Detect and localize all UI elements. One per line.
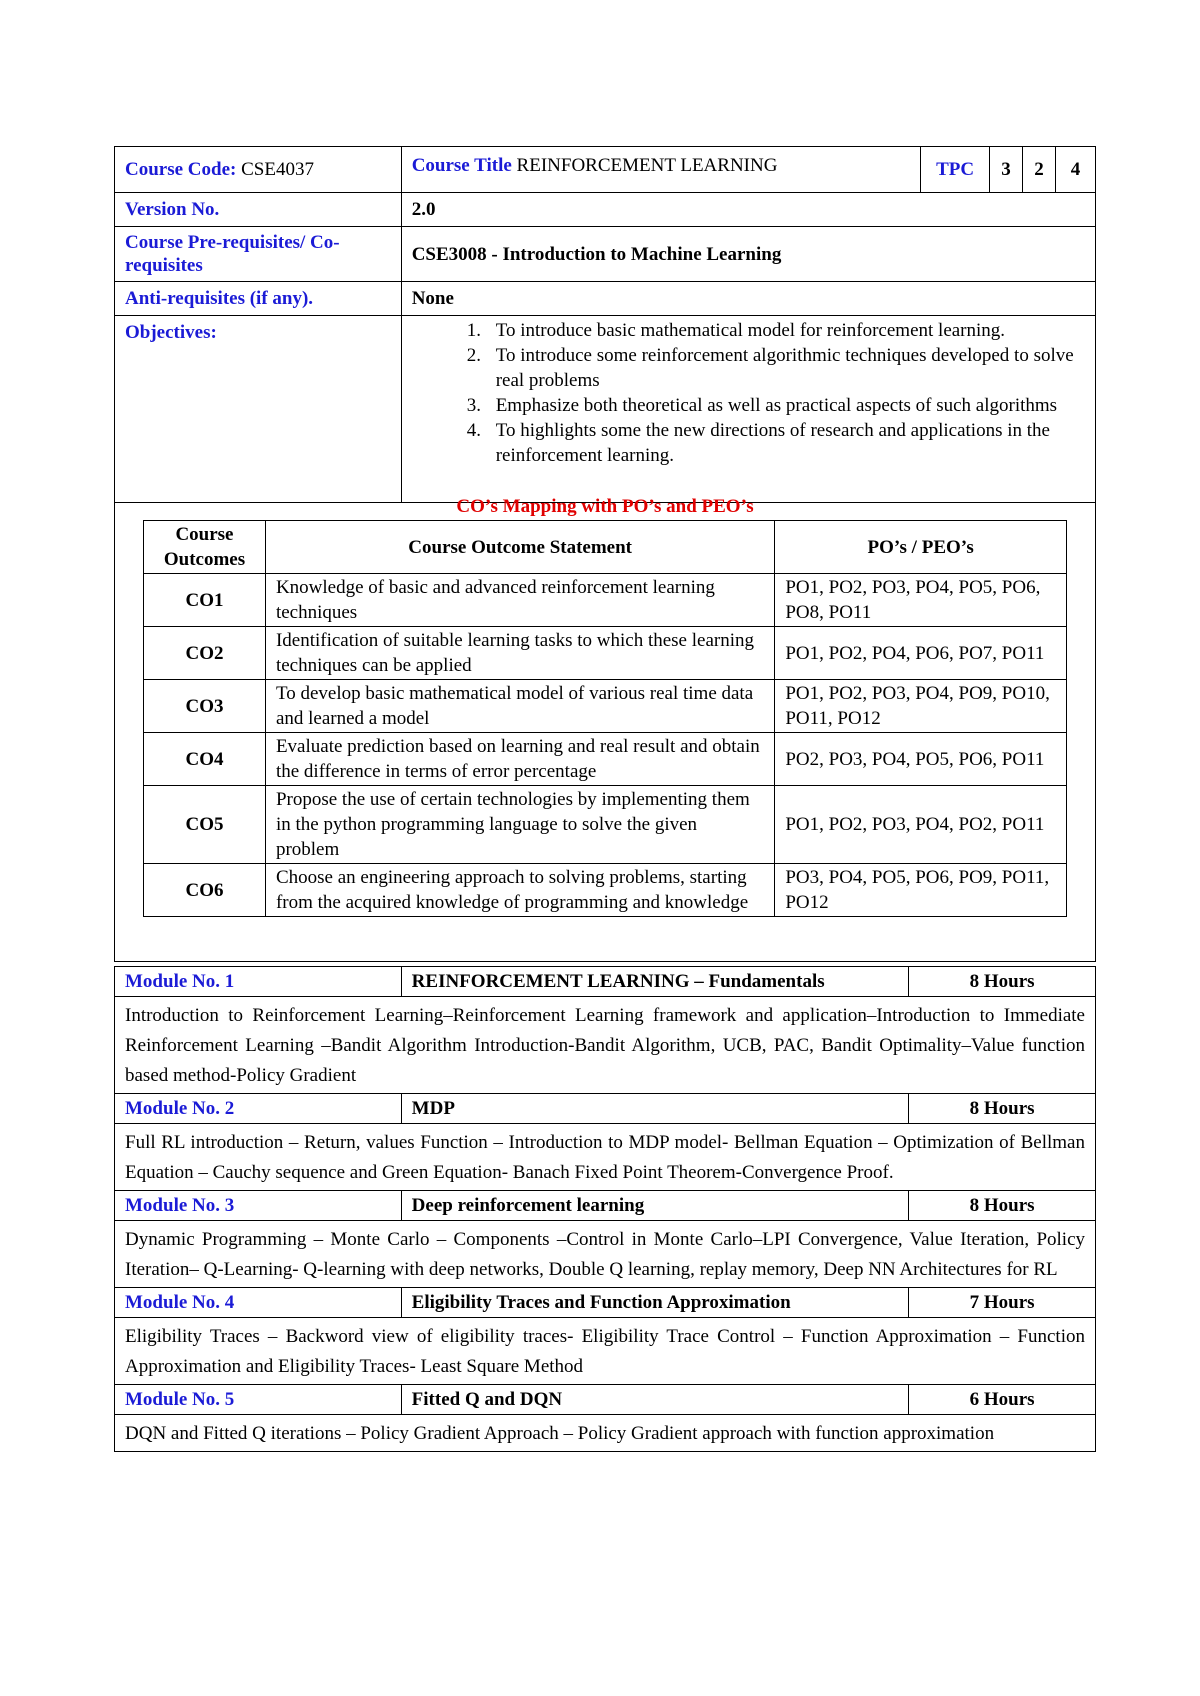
co-row — [144, 574, 1067, 627]
co-row — [144, 786, 1067, 864]
co-id: CO6 — [144, 864, 266, 917]
version-value: 2.0 — [401, 193, 1095, 227]
prereq-row — [115, 227, 1096, 282]
co-id: CO5 — [144, 786, 266, 864]
co-row — [144, 864, 1067, 917]
co-pos: PO1, PO2, PO4, PO6, PO7, PO11 — [775, 627, 1067, 680]
module-label: Module No. 5 — [115, 1385, 402, 1415]
version-label: Version No. — [115, 193, 402, 227]
co-mapping-section — [114, 492, 1096, 962]
co-statement: Choose an engineering approach to solving problems, starting from the acquired knowledge of programming and knowledge — [265, 864, 774, 917]
module-content-row — [115, 997, 1096, 1094]
tpc-theory: 3 — [990, 147, 1023, 193]
module-title: Deep reinforcement learning — [401, 1191, 909, 1221]
course-header-table — [114, 146, 1096, 503]
tpc-label: TPC — [921, 147, 990, 193]
co-statement: To develop basic mathematical model of various real time data and learned a model — [265, 680, 774, 733]
co-row — [144, 680, 1067, 733]
module-title: REINFORCEMENT LEARNING – Fundamentals — [401, 967, 909, 997]
co-statement: Evaluate prediction based on learning and real result and obtain the difference in terms of error percentage — [265, 733, 774, 786]
objective-item: 3. Emphasize both theoretical as well as practical aspects of such algorithms — [486, 393, 1085, 418]
co-pos: PO1, PO2, PO3, PO4, PO9, PO10, PO11, PO12 — [775, 680, 1067, 733]
module-content-row — [115, 1124, 1096, 1191]
module-title: Eligibility Traces and Function Approximation — [401, 1288, 909, 1318]
col-course-outcomes: Course Outcomes — [144, 521, 266, 574]
course-title: REINFORCEMENT LEARNING — [516, 155, 778, 176]
prereq-label: Course Pre-requisites/ Co-requisites — [115, 227, 402, 282]
module-content: Introduction to Reinforcement Learning–Reinforcement Learning framework and application–Introduction to Immediate Reinforcement Learning –Bandit Algorithm Introduction-Bandit Algorithm, UCB, PAC, Bandit Optimality–Value function based method-Policy Gradient — [115, 997, 1096, 1094]
module-content: Full RL introduction – Return, values Function – Introduction to MDP model- Bellman Equation – Optimization of Bellman Equation – Cauchy sequence and Green Equation- Banach Fixed Point Theorem-Convergence Proof. — [115, 1124, 1096, 1191]
course-title-cell — [401, 147, 920, 193]
module-header-row — [115, 967, 1096, 997]
course-code-label: Course Code: — [125, 159, 237, 180]
module-hours: 8 Hours — [909, 1191, 1096, 1221]
co-statement: Knowledge of basic and advanced reinforcement learning techniques — [265, 574, 774, 627]
co-statement: Identification of suitable learning tasks to which these learning techniques can be applied — [265, 627, 774, 680]
objectives-cell — [401, 316, 1095, 503]
objectives-label: Objectives: — [115, 316, 402, 503]
objectives-row — [115, 316, 1096, 503]
co-row — [144, 627, 1067, 680]
objectives-list — [412, 318, 1085, 468]
module-header-row — [115, 1288, 1096, 1318]
co-mapping-table — [143, 520, 1067, 917]
co-pos: PO2, PO3, PO4, PO5, PO6, PO11 — [775, 733, 1067, 786]
co-pos: PO1, PO2, PO3, PO4, PO2, PO11 — [775, 786, 1067, 864]
col-pos-peos: PO’s / PEO’s — [775, 521, 1067, 574]
antireq-row — [115, 282, 1096, 316]
module-hours: 8 Hours — [909, 967, 1096, 997]
co-statement: Propose the use of certain technologies by implementing them in the python programming language to solve the given problem — [265, 786, 774, 864]
module-header-row — [115, 1385, 1096, 1415]
module-content-row — [115, 1318, 1096, 1385]
co-id: CO1 — [144, 574, 266, 627]
co-mapping-heading: CO’s Mapping with PO’s and PEO’s — [456, 496, 754, 517]
module-header-row — [115, 1094, 1096, 1124]
module-hours: 6 Hours — [909, 1385, 1096, 1415]
course-code: CSE4037 — [241, 159, 314, 180]
objective-item: 2. To introduce some reinforcement algorithmic techniques developed to solve real problems — [486, 343, 1085, 393]
objective-item: 1. To introduce basic mathematical model for reinforcement learning. — [486, 318, 1085, 343]
co-row — [144, 733, 1067, 786]
course-code-row — [115, 147, 1096, 193]
co-id: CO4 — [144, 733, 266, 786]
tpc-credits: 4 — [1055, 147, 1095, 193]
module-hours: 8 Hours — [909, 1094, 1096, 1124]
module-title: MDP — [401, 1094, 909, 1124]
module-header-row — [115, 1191, 1096, 1221]
tpc-practical: 2 — [1023, 147, 1056, 193]
prereq-value: CSE3008 - Introduction to Machine Learning — [401, 227, 1095, 282]
col-outcome-statement: Course Outcome Statement — [265, 521, 774, 574]
module-content-row — [115, 1415, 1096, 1452]
module-content: Eligibility Traces – Backword view of eligibility traces- Eligibility Trace Control – Function Approximation – Function Approximation and Eligibility Traces- Least Square Method — [115, 1318, 1096, 1385]
antireq-label: Anti-requisites (if any). — [115, 282, 402, 316]
module-label: Module No. 4 — [115, 1288, 402, 1318]
module-label: Module No. 2 — [115, 1094, 402, 1124]
module-hours: 7 Hours — [909, 1288, 1096, 1318]
co-table-header — [144, 521, 1067, 574]
module-label: Module No. 1 — [115, 967, 402, 997]
module-content-row — [115, 1221, 1096, 1288]
co-id: CO3 — [144, 680, 266, 733]
modules-table — [114, 966, 1096, 1452]
course-title-label: Course Title — [411, 155, 512, 176]
module-content: Dynamic Programming – Monte Carlo – Components –Control in Monte Carlo–LPI Convergence, Value Iteration, Policy Iteration– Q-Learning- Q-learning with deep networks, Double Q learning, replay memory, Deep NN Architectures for RL — [115, 1221, 1096, 1288]
co-id: CO2 — [144, 627, 266, 680]
module-content: DQN and Fitted Q iterations – Policy Gradient Approach – Policy Gradient approach with function approximation — [115, 1415, 1096, 1452]
version-row — [115, 193, 1096, 227]
co-pos: PO1, PO2, PO3, PO4, PO5, PO6, PO8, PO11 — [775, 574, 1067, 627]
objective-item: 4. To highlights some the new directions of research and applications in the reinforcement learning. — [486, 418, 1085, 468]
module-title: Fitted Q and DQN — [401, 1385, 909, 1415]
module-label: Module No. 3 — [115, 1191, 402, 1221]
antireq-value: None — [401, 282, 1095, 316]
co-pos: PO3, PO4, PO5, PO6, PO9, PO11, PO12 — [775, 864, 1067, 917]
course-code-cell — [115, 147, 402, 193]
